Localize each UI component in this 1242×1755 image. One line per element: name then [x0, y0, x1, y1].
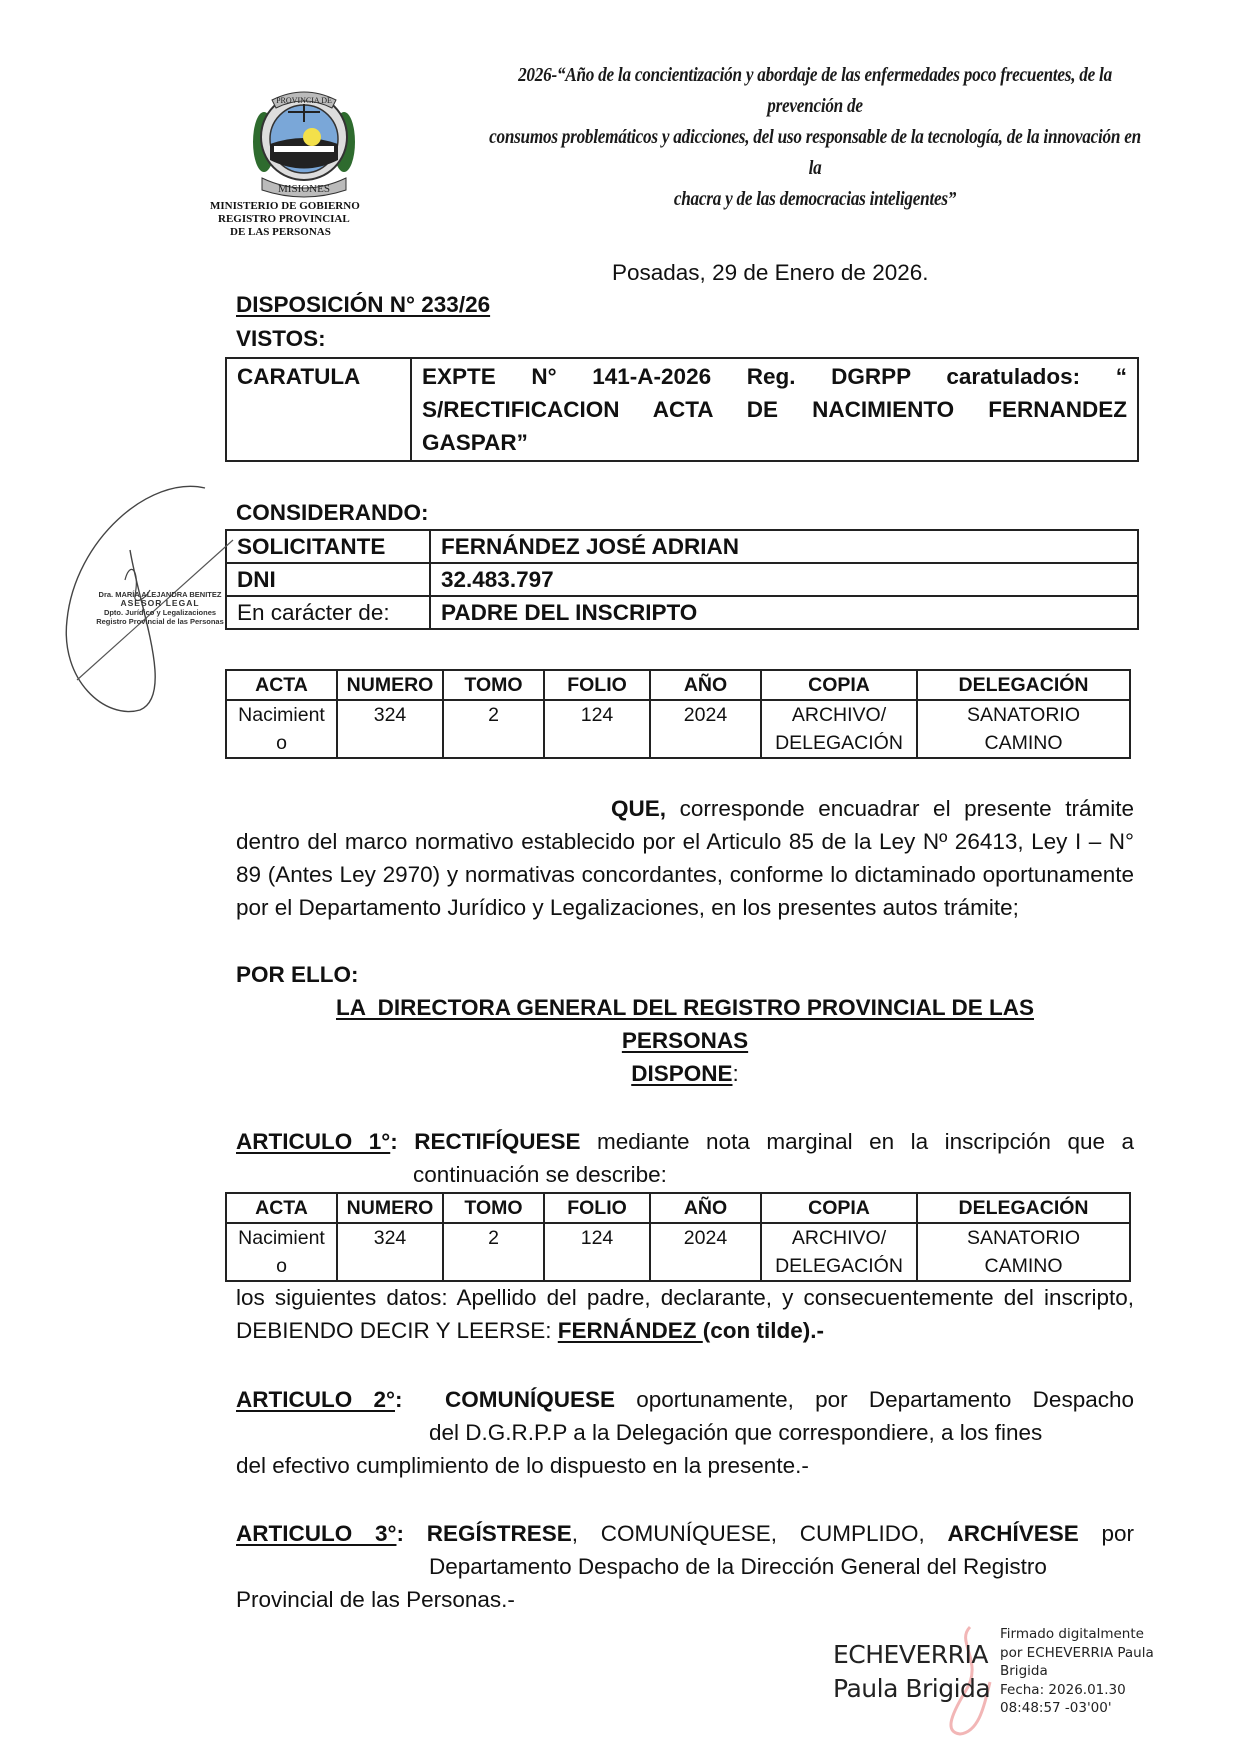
- col-tomo: TOMO: [443, 1193, 544, 1223]
- dispone-colon: :: [732, 1061, 739, 1086]
- cell-text: Nacimient: [238, 1227, 325, 1249]
- col-copia: COPIA: [761, 1193, 917, 1223]
- article-colon: :: [395, 1387, 403, 1412]
- article-1-continuation: continuación se describe:: [413, 1162, 667, 1187]
- year-motto: [484, 60, 1146, 215]
- role-label-text: En carácter de:: [237, 599, 390, 625]
- cell-numero: 324: [337, 1223, 443, 1281]
- table-row: [226, 1223, 1130, 1281]
- cell-copia: [761, 1223, 917, 1281]
- role-label: [226, 596, 430, 629]
- table-header-row: [226, 1193, 1130, 1223]
- ministry-line: DE LAS PERSONAS: [230, 226, 331, 238]
- legal-advisor-stamp: [95, 590, 225, 626]
- article-1-label: ARTICULO 1°: [236, 1129, 391, 1154]
- motto-line: consumos problemáticos y adicciones, del uso responsable de la tecnología, de la innovación en la: [489, 126, 1141, 179]
- logo-top-text: PROVINCIA DE: [276, 96, 332, 105]
- article-colon: :: [396, 1521, 404, 1546]
- province-coat-of-arms-logo: [244, 82, 364, 200]
- cell-text: SANATORIO: [966, 1227, 1081, 1249]
- caratula-value: EXPTE N° 141-A-2026 Reg. DGRPP caratulados: “ S/RECTIFICACION ACTA DE NACIMIENTO FERNANDEZ GASPAR”: [411, 358, 1138, 461]
- stamp-line: Dpto. Jurídico y Legalizaciones: [103, 608, 217, 617]
- article-1: [236, 1125, 1134, 1158]
- cell-text: ARCHIVO/: [791, 1227, 887, 1249]
- applicant-value: FERNÁNDEZ JOSÉ ADRIAN: [430, 530, 1138, 563]
- article-1-details-text: los siguientes datos: Apellido del padre, declarante, y consecuentemente del inscripto, DEBIENDO DECIR Y LEERSE:: [236, 1285, 1134, 1343]
- article-3-label: ARTICULO 3°: [236, 1521, 397, 1546]
- article-3-verb2: ARCHÍVESE: [947, 1521, 1079, 1546]
- table-row: [226, 563, 1138, 596]
- role-value: PADRE DEL INSCRIPTO: [430, 596, 1138, 629]
- logo-bottom-text: MISIONES: [278, 183, 330, 195]
- cell-text: Nacimient: [238, 704, 325, 726]
- article-2: [236, 1383, 1134, 1416]
- motto-line: 2026-“Año de la concientización y abordaje de las enfermedades poco frecuentes, de la prevención de: [518, 64, 1112, 117]
- col-acta: ACTA: [226, 670, 337, 700]
- article-2-verb: COMUNÍQUESE: [402, 1387, 615, 1412]
- que-text: corresponde encuadrar el presente trámite dentro del marco normativo establecido por el Articulo 85 de la Ley Nº 26413, Ley I – N° 89 (Antes Ley 2970) y normativas concordantes, conforme lo dictaminado oportunamente por el Departamento Jurídico y Legalizaciones, en los presentes autos trámite;: [236, 796, 1134, 920]
- col-numero: NUMERO: [337, 670, 443, 700]
- por-ello-heading: POR ELLO:: [236, 962, 359, 987]
- article-1-text: mediante nota marginal en la inscripción que a: [580, 1129, 1134, 1154]
- cell-text: CAMINO: [984, 732, 1063, 754]
- directora-line: PERSONAS: [621, 1028, 749, 1053]
- signature-meta-line: por ECHEVERRIA Paula: [1000, 1644, 1154, 1661]
- signature-meta-line: Brigida: [1000, 1663, 1048, 1679]
- applicant-label: SOLICITANTE: [226, 530, 430, 563]
- que-keyword: QUE,: [611, 796, 667, 821]
- document-date: Posadas, 29 de Enero de 2026.: [612, 260, 929, 285]
- cell-text: SANATORIO: [966, 704, 1081, 726]
- signature-meta-line: Firmado digitalmente: [1000, 1626, 1144, 1642]
- corrected-surname: FERNÁNDEZ: [557, 1318, 703, 1343]
- col-delegacion: DELEGACIÓN: [917, 670, 1130, 700]
- article-2-last-line: del efectivo cumplimiento de lo dispuesto en la presente.-: [236, 1453, 809, 1478]
- col-folio: FOLIO: [544, 670, 650, 700]
- cell-copia: [761, 700, 917, 758]
- cell-text: CAMINO: [984, 1255, 1063, 1277]
- stamp-line: ASESOR LEGAL: [120, 598, 200, 608]
- vistos-heading: VISTOS:: [236, 326, 326, 351]
- col-anio: AÑO: [650, 1193, 761, 1223]
- dispone-heading: DISPONE: [631, 1061, 733, 1086]
- col-numero: NUMERO: [337, 1193, 443, 1223]
- col-delegacion: DELEGACIÓN: [917, 1193, 1130, 1223]
- dni-value: 32.483.797: [430, 563, 1138, 596]
- ministry-line: REGISTRO PROVINCIAL: [218, 213, 350, 225]
- cell-tomo: 2: [443, 700, 544, 758]
- cell-text: DELEGACIÓN: [775, 732, 903, 754]
- article-1-details: [236, 1281, 1134, 1347]
- cell-text: ARCHIVO/: [791, 704, 887, 726]
- corrected-surname-note: (con tilde).-: [702, 1318, 825, 1343]
- ministry-line: MINISTERIO DE GOBIERNO: [210, 200, 360, 212]
- col-tomo: TOMO: [443, 670, 544, 700]
- cell-acta: [226, 700, 337, 758]
- cell-folio: 124: [544, 700, 650, 758]
- cell-delegacion: [917, 700, 1130, 758]
- article-3-continuation: Departamento Despacho de la Dirección General del Registro: [429, 1554, 1047, 1579]
- article-3-last-line: Provincial de las Personas.-: [236, 1587, 515, 1612]
- cell-anio: 2024: [650, 1223, 761, 1281]
- directora-line: LA DIRECTORA GENERAL DEL REGISTRO PROVINCIAL DE LAS: [336, 995, 1034, 1020]
- table-row: [226, 530, 1138, 563]
- acta-table: [225, 669, 1131, 759]
- disposition-number: DISPOSICIÓN N° 233/26: [236, 292, 491, 317]
- article-3-text: , COMUNÍQUESE, CUMPLIDO,: [571, 1521, 948, 1546]
- dni-label: DNI: [226, 563, 430, 596]
- article-1-verb: RECTIFÍQUESE: [397, 1129, 581, 1154]
- article-2-text: oportunamente, por Departamento Despacho: [615, 1387, 1134, 1412]
- table-header-row: [226, 670, 1130, 700]
- ministry-header: [210, 200, 410, 239]
- cell-acta: [226, 1223, 337, 1281]
- article-3: [236, 1517, 1134, 1550]
- motto-line: chacra y de las democracias inteligentes”: [673, 188, 957, 210]
- cell-text: DELEGACIÓN: [775, 1255, 903, 1277]
- col-acta: ACTA: [226, 1193, 337, 1223]
- col-copia: COPIA: [761, 670, 917, 700]
- col-folio: FOLIO: [544, 1193, 650, 1223]
- cell-anio: 2024: [650, 700, 761, 758]
- stamp-line: Registro Provincial de las Personas: [96, 617, 224, 626]
- signature-date: Fecha: 2026.01.30: [1000, 1681, 1126, 1698]
- article-3-verb: REGÍSTRESE: [403, 1521, 572, 1546]
- cell-tomo: 2: [443, 1223, 544, 1281]
- article-colon: :: [390, 1129, 398, 1154]
- cell-text: o: [276, 732, 287, 754]
- acta-table-rectification: [225, 1192, 1131, 1282]
- que-paragraph: [236, 792, 1134, 924]
- cell-text: o: [276, 1255, 287, 1277]
- table-row: [226, 700, 1130, 758]
- article-3-text2: por: [1078, 1521, 1134, 1546]
- caratula-label: CARATULA: [226, 358, 411, 461]
- digital-signature-name: [833, 1638, 990, 1706]
- directora-heading: [236, 991, 1134, 1090]
- col-anio: AÑO: [650, 670, 761, 700]
- caratula-table: [225, 357, 1139, 462]
- applicant-table: [225, 529, 1139, 630]
- table-row: [226, 596, 1138, 629]
- signer-surname: ECHEVERRIA: [833, 1640, 988, 1669]
- cell-numero: 324: [337, 700, 443, 758]
- cell-delegacion: [917, 1223, 1130, 1281]
- cell-folio: 124: [544, 1223, 650, 1281]
- article-2-label: ARTICULO 2°: [236, 1387, 395, 1412]
- signer-given-names: Paula Brigida: [833, 1674, 991, 1703]
- article-2-continuation: del D.G.R.P.P a la Delegación que correspondiere, a los fines: [429, 1420, 1043, 1445]
- stamp-line: Dra. MARÍA ALEJANDRA BENITEZ: [98, 590, 222, 599]
- digital-signature-details: [1000, 1625, 1154, 1718]
- signature-time: 08:48:57 -03'00': [1000, 1700, 1112, 1716]
- considerando-heading: CONSIDERANDO:: [236, 500, 429, 525]
